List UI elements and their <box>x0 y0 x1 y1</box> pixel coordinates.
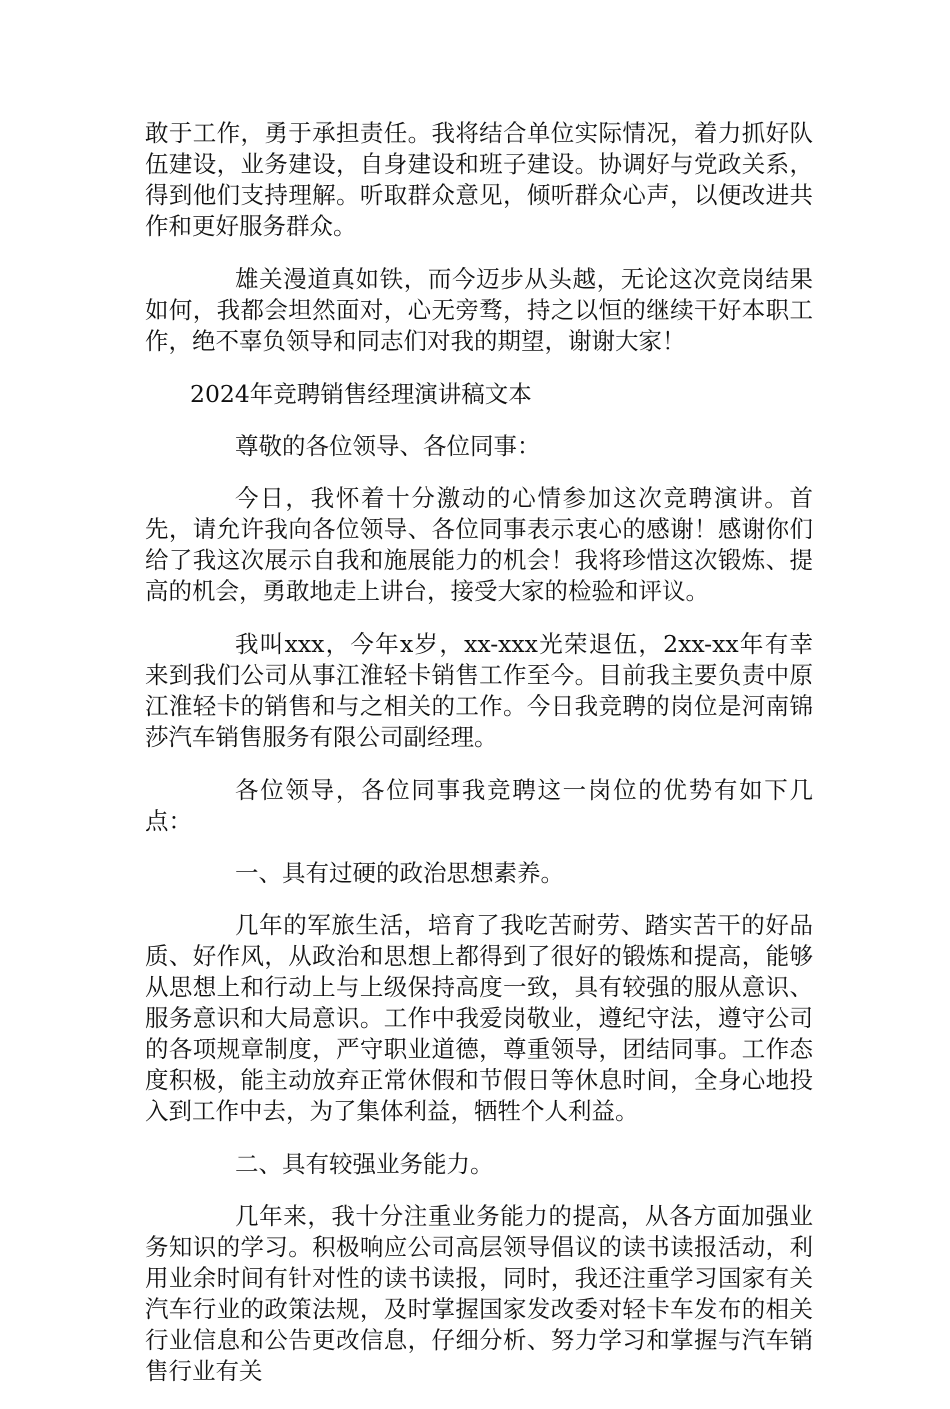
paragraph-closing: 雄关漫道真如铁，而今迈步从头越，无论这次竞岗结果如何，我都会坦然面对，心无旁骛，持之以恒的继续干好本职工作，绝不辜负领导和同志们对我的期望，谢谢大家！ <box>145 265 813 355</box>
document-title: 2024年竞聘销售经理演讲稿文本 <box>190 380 532 408</box>
paragraph-introduction: 我叫xxx，今年x岁，xx-xxx光荣退伍，2xx-xx年有幸来到我们公司从事江淮轻卡销售工作至今。目前我主要负责中原江淮轻卡的销售和与之相关的工作。今日我竞聘的岗位是河南锦莎汽车销售服务有限公司副经理。 <box>145 630 813 751</box>
heading-point-two: 二、具有较强业务能力。 <box>235 1150 494 1178</box>
document-page <box>145 118 813 1409</box>
paragraph-advantages-intro: 各位领导，各位同事我竞聘这一岗位的优势有如下几点： <box>145 776 813 835</box>
paragraph-opening: 今日，我怀着十分激动的心情参加这次竞聘演讲。首先，请允许我向各位领导、各位同事表示衷心的感谢！感谢你们给了我这次展示自我和施展能力的机会！我将珍惜这次锻炼、提高的机会，勇敢地走上讲台，接受大家的检验和评议。 <box>145 484 813 605</box>
paragraph-continuation: 敢于工作，勇于承担责任。我将结合单位实际情况，着力抓好队伍建设，业务建设，自身建设和班子建设。协调好与党政关系，得到他们支持理解。听取群众意见，倾听群众心声，以便改进共作和更好服务群众。 <box>145 119 813 240</box>
paragraph-point-one: 几年的军旅生活，培育了我吃苦耐劳、踏实苦干的好品质、好作风，从政治和思想上都得到了很好的锻炼和提高，能够从思想上和行动上与上级保持高度一致，具有较强的服从意识、服务意识和大局意识。工作中我爱岗敬业，遵纪守法，遵守公司的各项规章制度，严守职业道德，尊重领导，团结同事。工作态度积极，能主动放弃正常休假和节假日等休息时间，全身心地投入到工作中去，为了集体利益，牺牲个人利益。 <box>145 911 813 1125</box>
paragraph-point-two: 几年来，我十分注重业务能力的提高，从各方面加强业务知识的学习。积极响应公司高层领导倡议的读书读报活动，利用业余时间有针对性的读书读报，同时，我还注重学习国家有关汽车行业的政策法规，及时掌握国家发改委对轻卡车发布的相关行业信息和公告更改信息，仔细分析、努力学习和掌握与汽车销售行业有关 <box>145 1202 813 1385</box>
salutation: 尊敬的各位领导、各位同事： <box>235 432 541 460</box>
heading-point-one: 一、具有过硬的政治思想素养。 <box>235 859 564 887</box>
